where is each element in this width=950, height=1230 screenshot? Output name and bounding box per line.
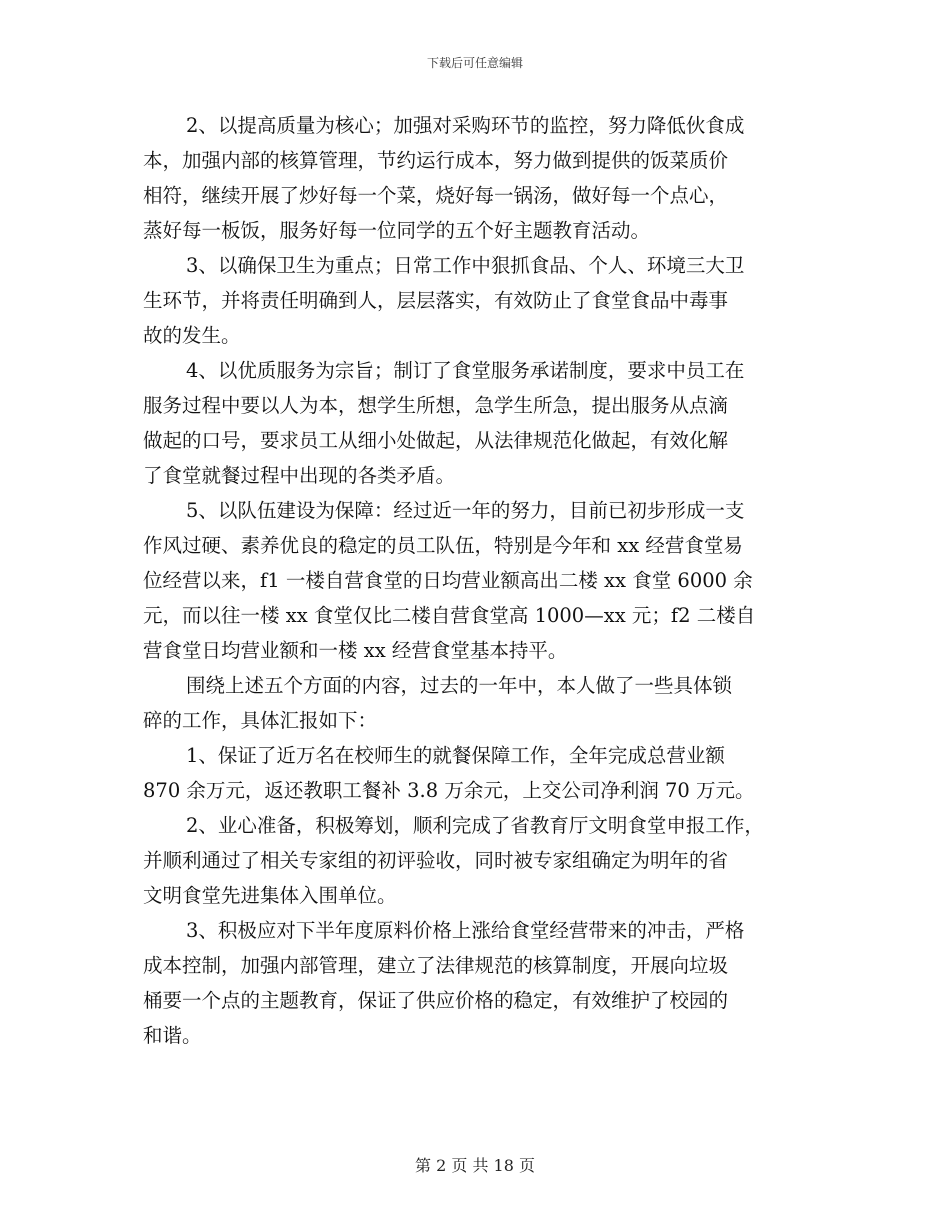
text-line: 做起的口号，要求员工从细小处做起，从法律规范化做起，有效化解: [143, 429, 729, 452]
text-line: 故的发生。: [143, 324, 241, 347]
text-line: 蒸好每一板饭，服务好每一位同学的五个好主题教育活动。: [143, 219, 651, 242]
text-line: 位经营以来，f1 一楼自营食堂的日均营业额高出二楼 xx 食堂 6000 余: [143, 569, 753, 592]
text-line: 元，而以往一楼 xx 食堂仅比二楼自营食堂高 1000—xx 元；f2 二楼自: [143, 604, 756, 627]
text-line: 作风过硬、素养优良的稳定的员工队伍，特别是今年和 xx 经营食堂易: [143, 534, 743, 557]
text-line: 2、业心准备，积极筹划，顺利完成了省教育厅文明食堂申报工作，: [186, 814, 764, 837]
text-line: 营食堂日均营业额和一楼 xx 经营食堂基本持平。: [143, 639, 568, 662]
text-line: 围绕上述五个方面的内容，过去的一年中，本人做了一些具体锁: [186, 674, 733, 697]
text-line: 和谐。: [143, 1024, 202, 1047]
text-line: 文明食堂先进集体入围单位。: [143, 884, 397, 907]
text-line: 并顺利通过了相关专家组的初评验收，同时被专家组确定为明年的省: [143, 849, 729, 872]
text-line: 服务过程中要以人为本，想学生所想，急学生所急，提出服务从点滴: [143, 394, 729, 417]
text-line: 5、以队伍建设为保障：经过近一年的努力，目前已初步形成一支: [186, 499, 745, 522]
text-line: 3、以确保卫生为重点；日常工作中狠抓食品、个人、环境三大卫: [186, 254, 745, 277]
text-line: 了食堂就餐过程中出现的各类矛盾。: [143, 464, 456, 487]
text-line: 碎的工作，具体汇报如下：: [143, 709, 378, 732]
text-line: 2、以提高质量为核心；加强对采购环节的监控，努力降低伙食成: [186, 114, 745, 137]
text-line: 桶要一个点的主题教育，保证了供应价格的稳定，有效维护了校园的: [143, 989, 729, 1012]
page-footer: 第 2 页 共 18 页: [415, 1156, 535, 1175]
text-line: 1、保证了近万名在校师生的就餐保障工作，全年完成总营业额: [186, 744, 725, 767]
text-line: 3、积极应对下半年度原料价格上涨给食堂经营带来的冲击，严格: [186, 919, 745, 942]
text-line: 相符，继续开展了炒好每一个菜，烧好每一锅汤，做好每一个点心，: [143, 184, 729, 207]
document-body: [143, 108, 823, 1053]
text-line: 本，加强内部的核算管理，节约运行成本，努力做到提供的饭菜质价: [143, 149, 729, 172]
text-line: 生环节，并将责任明确到人，层层落实，有效防止了食堂食品中毒事: [143, 289, 729, 312]
page-header: 下载后可任意编辑: [426, 56, 523, 70]
text-line: 870 余万元，返还教职工餐补 3.8 万余元，上交公司净利润 70 万元。: [143, 779, 755, 802]
text-line: 4、以优质服务为宗旨；制订了食堂服务承诺制度，要求中员工在: [186, 359, 745, 382]
text-line: 成本控制，加强内部管理，建立了法律规范的核算制度，开展向垃圾: [143, 954, 729, 977]
